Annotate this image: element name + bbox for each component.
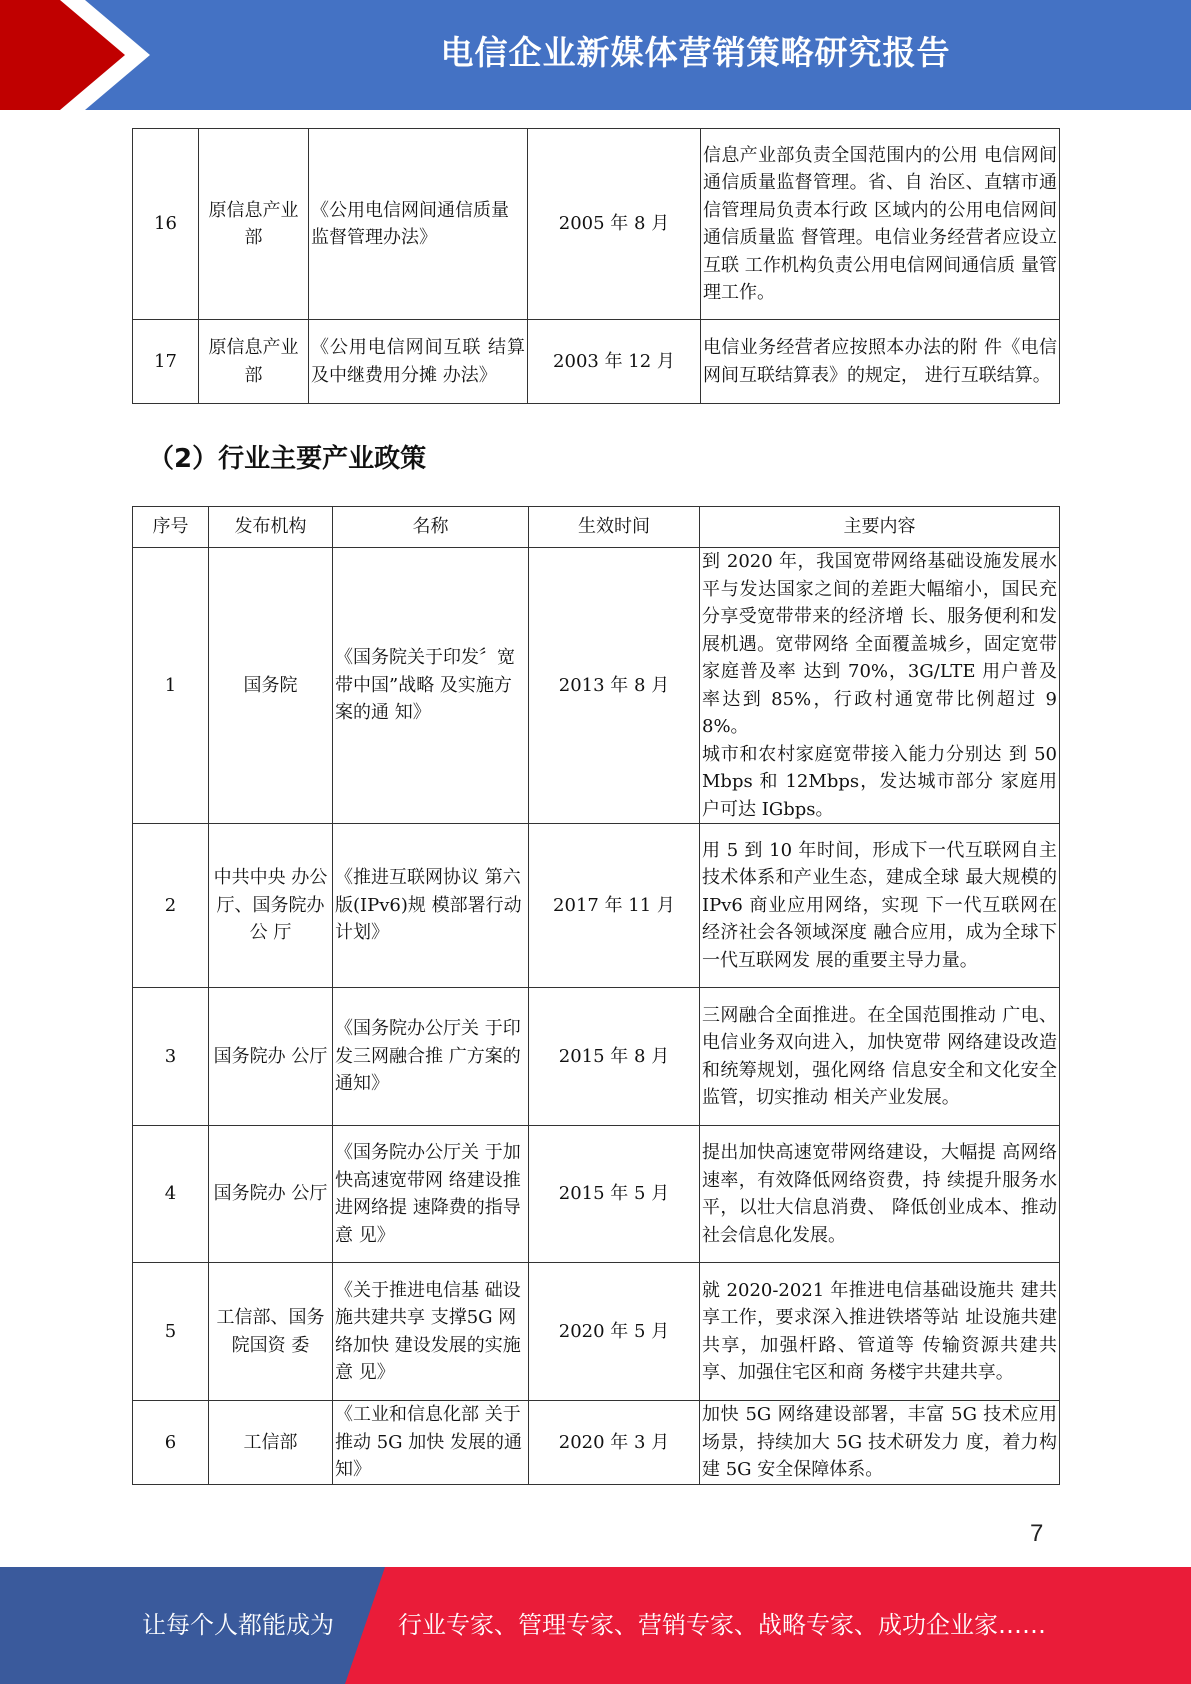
table-row	[133, 1263, 1060, 1401]
column-header-org: 发布机构	[209, 507, 333, 548]
row-number: 4	[133, 1126, 209, 1263]
column-header-content: 主要内容	[700, 507, 1060, 548]
policy-content: 提出加快高速宽带网络建设，大幅提 高网络速率，有效降低网络资费，持 续提升服务水平，以壮大信息消费、 降低创业成本、推动社会信息化发展。	[700, 1126, 1060, 1263]
effective-date: 2003 年 12 月	[528, 320, 701, 404]
issuing-org: 国务院	[209, 548, 333, 824]
effective-date: 2005 年 8 月	[528, 129, 701, 320]
effective-date: 2020 年 5 月	[529, 1263, 700, 1401]
industry-policy-table	[132, 506, 1060, 1485]
issuing-org: 国务院办 公厅	[209, 1126, 333, 1263]
row-number: 6	[133, 1401, 209, 1485]
effective-date: 2013 年 8 月	[529, 548, 700, 824]
policy-name: 《公用电信网间通信质量监督管理办法》	[309, 129, 528, 320]
page-header	[0, 0, 1191, 110]
page-number: 7	[1030, 1520, 1044, 1547]
row-number: 5	[133, 1263, 209, 1401]
row-number: 17	[133, 320, 199, 404]
issuing-org: 原信息产业部	[199, 129, 309, 320]
policy-name: 《关于推进电信基 础设施共建共享 支撑5G 网络加快 建设发展的实施意 见》	[333, 1263, 529, 1401]
row-number: 16	[133, 129, 199, 320]
page-footer	[0, 1567, 1191, 1684]
column-header-name: 名称	[333, 507, 529, 548]
table-row	[133, 1126, 1060, 1263]
policy-name: 《国务院关于印发〞宽带中国”战略 及实施方案的通 知》	[333, 548, 529, 824]
report-title: 电信企业新媒体营销策略研究报告	[440, 33, 951, 72]
policy-content-part-1: 到 2020 年，我国宽带网络基础设施发展水平与发达国家之间的差距大幅缩小，国民充分享受宽带带来的经济增 长、服务便利和发展机遇。宽带网络 全面覆盖城乡，固定宽带家庭普及率 达到 70%，3G/LTE 用户普及率达到 85%，行政村通宽带比例超过 98%。	[702, 551, 1057, 737]
row-number: 2	[133, 824, 209, 988]
policy-name: 《推进互联网协议 第六版(IPv6)规 模部署行动计划》	[333, 824, 529, 988]
effective-date: 2015 年 5 月	[529, 1126, 700, 1263]
row-number: 1	[133, 548, 209, 824]
table-row	[133, 824, 1060, 988]
policy-content	[700, 548, 1060, 824]
table-row	[133, 1401, 1060, 1485]
column-header-date: 生效时间	[529, 507, 700, 548]
policy-content: 信息产业部负责全国范围内的公用 电信网间通信质量监督管理。省、自 治区、直辖市通信管理局负责本行政 区域内的公用电信网间通信质量监 督管理。电信业务经营者应设立互联 工作机构负责公用电信网间通信质 量管理工作。	[701, 129, 1060, 320]
table-header-row	[133, 507, 1060, 548]
header-arrow-decoration	[0, 0, 200, 110]
policy-name: 《公用电信网间互联 结算及中继费用分摊 办法》	[309, 320, 528, 404]
footer-slogan-right: 行业专家、管理专家、营销专家、战略专家、成功企业家……	[398, 1611, 1046, 1639]
effective-date: 2017 年 11 月	[529, 824, 700, 988]
policy-content: 三网融合全面推进。在全国范围推动 广电、电信业务双向进入，加快宽带 网络建设改造和统筹规划，强化网络 信息安全和文化安全监管，切实推动 相关产业发展。	[700, 988, 1060, 1126]
issuing-org: 中共中央 办公厅、国务院办公 厅	[209, 824, 333, 988]
policy-content: 加快 5G 网络建设部署，丰富 5G 技术应用场景，持续加大 5G 技术研发力 度，着力构建 5G 安全保障体系。	[700, 1401, 1060, 1485]
policy-content: 用 5 到 10 年时间，形成下一代互联网自主技术体系和产业生态，建成全球 最大规模的 IPv6 商业应用网络，实现 下一代互联网在经济社会各领域深度 融合应用，成为全球下一代互联网发 展的重要主导力量。	[700, 824, 1060, 988]
column-header-no: 序号	[133, 507, 209, 548]
issuing-org: 原信息产业部	[199, 320, 309, 404]
issuing-org: 工信部、国务院国资 委	[209, 1263, 333, 1401]
table-row	[133, 548, 1060, 824]
issuing-org: 国务院办 公厅	[209, 988, 333, 1126]
issuing-org: 工信部	[209, 1401, 333, 1485]
section-heading: （2）行业主要产业政策	[148, 444, 427, 474]
table-row	[133, 988, 1060, 1126]
policy-name: 《工业和信息化部 关于推动 5G 加快 发展的通知》	[333, 1401, 529, 1485]
table-row	[133, 129, 1060, 320]
table-row	[133, 320, 1060, 404]
effective-date: 2015 年 8 月	[529, 988, 700, 1126]
policy-content: 电信业务经营者应按照本办法的附 件《电信网间互联结算表》的规定， 进行互联结算。	[701, 320, 1060, 404]
policy-name: 《国务院办公厅关 于加快高速宽带网 络建设推进网络提 速降费的指导意 见》	[333, 1126, 529, 1263]
footer-slogan-left: 让每个人都能成为	[142, 1611, 334, 1639]
policy-content: 就 2020-2021 年推进电信基础设施共 建共享工作，要求深入推进铁塔等站 址设施共建共享，加强杆路、管道等 传输资源共建共享、加强住宅区和商 务楼宇共建共享。	[700, 1263, 1060, 1401]
row-number: 3	[133, 988, 209, 1126]
policy-name: 《国务院办公厅关 于印发三网融合推 广方案的通知》	[333, 988, 529, 1126]
effective-date: 2020 年 3 月	[529, 1401, 700, 1485]
policy-content-part-2: 城市和农村家庭宽带接入能力分别达 到 50Mbps 和 12Mbps，发达城市部分 家庭用户可达 IGbps。	[702, 743, 1057, 820]
regulation-table-continued	[132, 128, 1060, 404]
